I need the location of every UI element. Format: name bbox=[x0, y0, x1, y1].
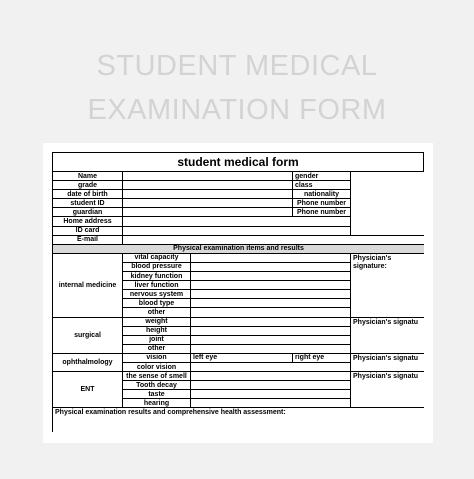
exam-item: blood type bbox=[123, 299, 191, 308]
internal-medicine-signature: Physician's signature: bbox=[351, 253, 425, 317]
form-table bbox=[52, 171, 424, 432]
hero-title-line-2: EXAMINATION FORM bbox=[87, 94, 387, 126]
exam-item: color vision bbox=[123, 362, 191, 371]
exam-item: vision bbox=[123, 353, 191, 362]
guardian-value-cell[interactable] bbox=[123, 208, 293, 217]
id-card-value-cell[interactable] bbox=[123, 226, 351, 235]
exam-result-cell[interactable] bbox=[191, 344, 351, 353]
exam-result-cell[interactable] bbox=[191, 317, 351, 326]
exam-item: height bbox=[123, 326, 191, 335]
table-row bbox=[53, 235, 425, 244]
dob-value-cell[interactable] bbox=[123, 190, 293, 199]
table-row bbox=[53, 172, 425, 181]
exam-result-cell[interactable] bbox=[191, 381, 351, 390]
name-value-cell[interactable] bbox=[123, 172, 293, 181]
id-card-label: ID card bbox=[53, 226, 123, 235]
exam-result-cell[interactable] bbox=[191, 326, 351, 335]
section-header: Physical examination items and results bbox=[53, 244, 425, 253]
exam-result-cell[interactable] bbox=[191, 372, 351, 381]
grade-label: grade bbox=[53, 181, 123, 190]
dob-label: date of birth bbox=[53, 190, 123, 199]
exam-item: kidney function bbox=[123, 272, 191, 281]
exam-result-cell[interactable] bbox=[191, 399, 351, 408]
exam-result-cell[interactable] bbox=[191, 262, 351, 271]
exam-item: nervous system bbox=[123, 290, 191, 299]
exam-item: joint bbox=[123, 335, 191, 344]
exam-result-cell[interactable] bbox=[191, 281, 351, 290]
exam-item: Tooth decay bbox=[123, 381, 191, 390]
email-value-cell[interactable] bbox=[123, 235, 425, 244]
comprehensive-assessment-cell[interactable]: Physical examination results and comprehensive health assessment: bbox=[53, 408, 425, 432]
exam-result-cell[interactable] bbox=[191, 272, 351, 281]
exam-result-cell[interactable] bbox=[191, 308, 351, 317]
nationality-label: nationality bbox=[293, 190, 351, 199]
exam-item: hearing bbox=[123, 399, 191, 408]
home-address-label: Home address bbox=[53, 217, 123, 226]
table-row bbox=[53, 317, 425, 326]
exam-item: weight bbox=[123, 317, 191, 326]
table-row bbox=[53, 244, 425, 253]
exam-item: taste bbox=[123, 390, 191, 399]
internal-medicine-label: internal medicine bbox=[53, 253, 123, 317]
table-row bbox=[53, 372, 425, 381]
exam-result-cell[interactable] bbox=[191, 253, 351, 262]
student-id-value-cell[interactable] bbox=[123, 199, 293, 208]
form-title: student medical form bbox=[52, 152, 424, 172]
photo-cell bbox=[351, 172, 425, 236]
exam-result-cell[interactable] bbox=[191, 299, 351, 308]
exam-item: the sense of smell bbox=[123, 372, 191, 381]
hero-title bbox=[0, 44, 474, 132]
ophthalmology-signature: Physician's signatu bbox=[351, 353, 425, 371]
ent-label: ENT bbox=[53, 372, 123, 408]
name-label: Name bbox=[53, 172, 123, 181]
table-row bbox=[53, 253, 425, 262]
guardian-label: guardian bbox=[53, 208, 123, 217]
surgical-signature: Physician's signatu bbox=[351, 317, 425, 353]
exam-item: other bbox=[123, 344, 191, 353]
right-eye-label: right eye bbox=[293, 353, 351, 362]
exam-item: blood pressure bbox=[123, 262, 191, 271]
class-label: class bbox=[293, 181, 351, 190]
exam-result-cell[interactable] bbox=[191, 290, 351, 299]
exam-result-cell[interactable] bbox=[191, 335, 351, 344]
ent-signature: Physician's signatu bbox=[351, 372, 425, 408]
exam-item: other bbox=[123, 308, 191, 317]
table-row bbox=[53, 408, 425, 432]
exam-result-cell[interactable] bbox=[191, 362, 351, 371]
student-id-label: student ID bbox=[53, 199, 123, 208]
exam-result-cell[interactable] bbox=[191, 390, 351, 399]
exam-item: liver function bbox=[123, 281, 191, 290]
exam-item: vital capacity bbox=[123, 253, 191, 262]
grade-value-cell[interactable] bbox=[123, 181, 293, 190]
ophthalmology-label: ophthalmology bbox=[53, 353, 123, 371]
phone-number-label: Phone number bbox=[293, 199, 351, 208]
guardian-phone-label: Phone number bbox=[293, 208, 351, 217]
left-eye-label: left eye bbox=[191, 353, 293, 362]
gender-label: gender bbox=[293, 172, 351, 181]
hero-title-line-1: STUDENT MEDICAL bbox=[96, 50, 378, 82]
form-sheet bbox=[52, 152, 424, 432]
home-address-value-cell[interactable] bbox=[123, 217, 351, 226]
table-row bbox=[53, 353, 425, 362]
email-label: E-mail bbox=[53, 235, 123, 244]
form-preview-card bbox=[43, 143, 433, 443]
surgical-label: surgical bbox=[53, 317, 123, 353]
